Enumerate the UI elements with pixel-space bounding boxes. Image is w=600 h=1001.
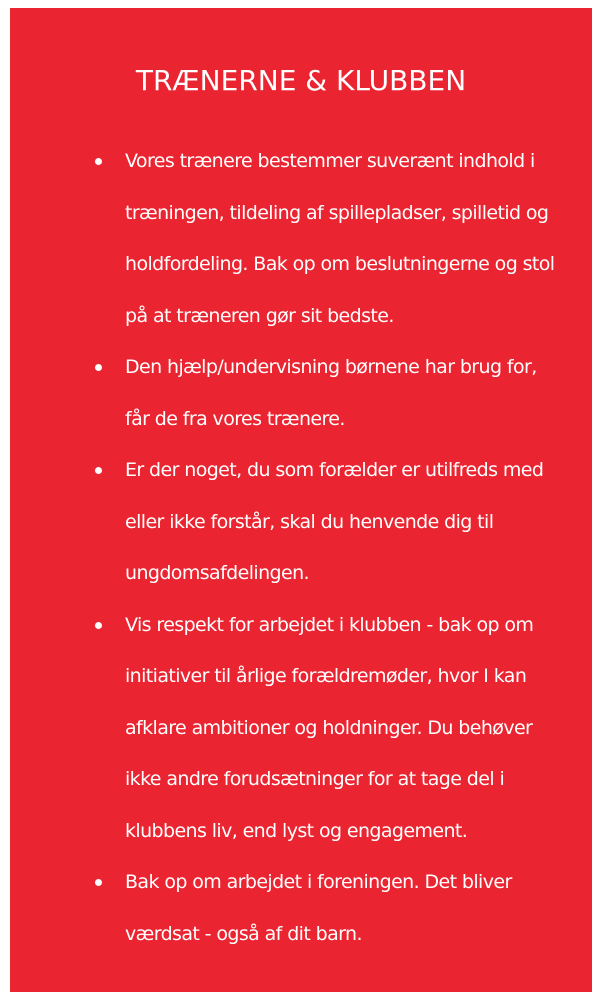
bullet-icon <box>88 136 108 188</box>
info-card <box>10 8 592 992</box>
bullet-icon <box>88 857 108 909</box>
list-item-text: Er der noget, du som forælder er utilfreds med eller ikke forstår, skal du henvende dig til ungdomsafdelingen. <box>125 459 544 584</box>
guideline-list <box>10 136 592 960</box>
bullet-icon <box>88 342 108 394</box>
list-item-text: Vis respekt for arbejdet i klubben - bak op om initiativer til årlige forældremøder, hvor I kan afklare ambitioner og holdninger. Du behøver ikke andre forudsætninger for at tage del i klubbens liv, end lyst og engagement. <box>125 613 534 842</box>
list-item <box>10 600 592 858</box>
list-item <box>10 445 592 600</box>
list-item-text: Vores trænere bestemmer suverænt indhold i træningen, tildeling af spillepladser, spilletid og holdfordeling. Bak op om beslutningerne og stol på at træneren gør sit bedste. <box>125 150 555 327</box>
card-title: TRÆNERNE & KLUBBEN <box>135 64 467 97</box>
list-item <box>10 342 592 445</box>
list-item-text: Den hjælp/undervisning børnene har brug for, får de fra vores trænere. <box>125 356 537 430</box>
list-item <box>10 857 592 960</box>
bullet-icon <box>88 600 108 652</box>
list-item-text: Bak op om arbejdet i foreningen. Det bliver værdsat - også af dit barn. <box>125 871 512 945</box>
bullet-icon <box>88 445 108 497</box>
list-item <box>10 136 592 342</box>
